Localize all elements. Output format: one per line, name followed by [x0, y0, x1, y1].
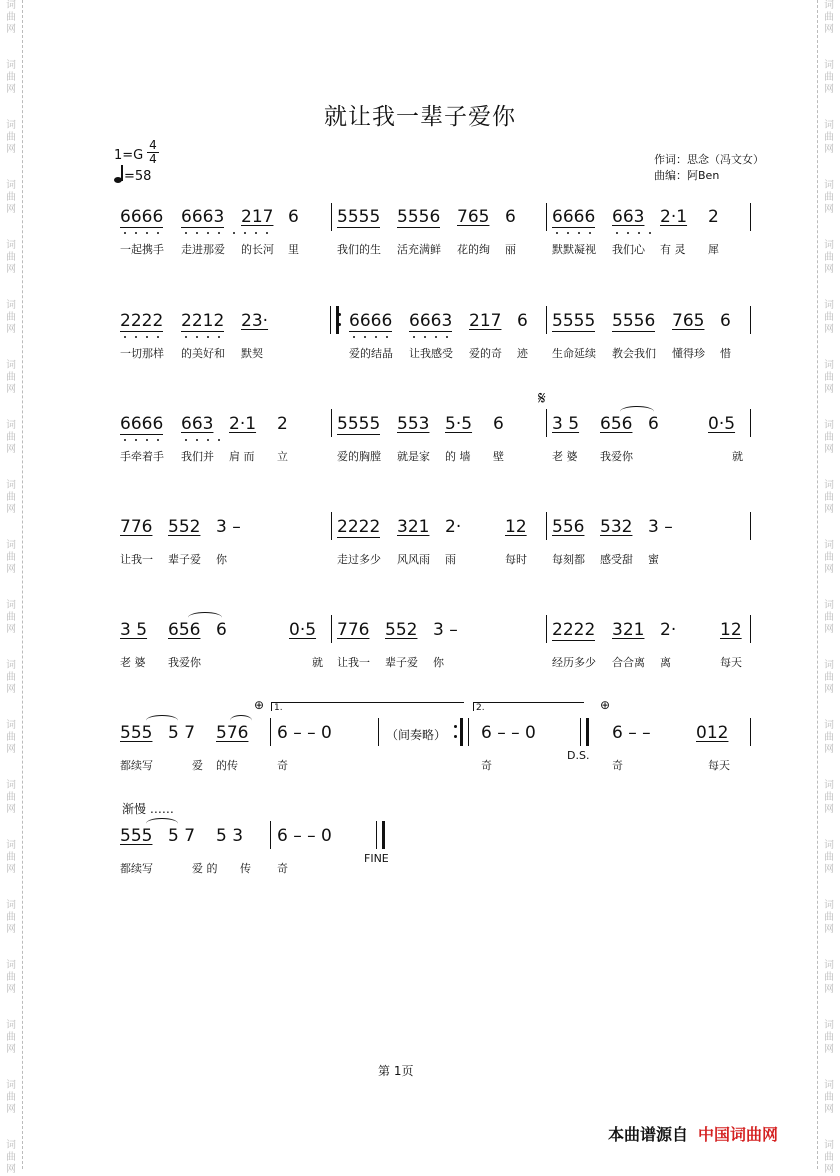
lyric: 每天	[708, 759, 730, 772]
note-group: 2222	[337, 517, 381, 537]
lyric: 肩 而	[229, 450, 255, 463]
note-group: 217	[469, 311, 502, 331]
low-octave-dot	[413, 336, 415, 338]
lyric: 让我一	[120, 553, 153, 566]
tempo-marking	[114, 166, 151, 184]
lyric: 我爱你	[600, 450, 633, 463]
watermark-text: 词 曲 网	[6, 1080, 16, 1115]
note-group: 765	[672, 311, 705, 331]
lyric: 我们的生	[337, 243, 381, 256]
watermark-text: 词 曲 网	[6, 960, 16, 995]
volta-2	[473, 702, 584, 711]
low-octave-dot	[196, 232, 198, 234]
note-group: 656	[168, 620, 201, 640]
low-octave-dot	[446, 336, 448, 338]
song-title: 就让我一辈子爱你	[324, 104, 516, 130]
lyric: 雨	[445, 553, 456, 566]
note-group: 5555	[337, 414, 381, 434]
note-group: 6666	[120, 207, 164, 227]
volta-1	[271, 702, 464, 711]
low-octave-dot	[578, 232, 580, 234]
lyric: 的长河	[241, 243, 274, 256]
watermark-text: 词 曲 网	[6, 780, 16, 815]
lyric: 合合离	[612, 656, 645, 669]
lyric: 惜	[720, 347, 731, 360]
low-octave-dot	[124, 336, 126, 338]
low-octave-dot	[638, 232, 640, 234]
note-group: 6666	[349, 311, 393, 331]
barline	[750, 615, 751, 643]
slur	[230, 715, 252, 726]
lyric: 迹	[517, 347, 528, 360]
watermark-text: 词 曲 网	[6, 480, 16, 515]
note-group: 321	[612, 620, 645, 640]
lyric: 奇	[277, 759, 288, 772]
low-octave-dot	[255, 232, 257, 234]
coda-icon: ⊕	[600, 698, 611, 712]
note-group: 23·	[241, 311, 269, 331]
page-number: 第 1页	[378, 1064, 414, 1078]
lyric: 让我感受	[409, 347, 453, 360]
note-group: 6	[505, 207, 516, 227]
lyric: 默默凝视	[552, 243, 596, 256]
note-group: 765	[457, 207, 490, 227]
segno-icon: 𝄋	[538, 388, 546, 409]
note-group: 2	[708, 207, 719, 227]
watermark-text: 词 曲 网	[6, 60, 16, 95]
watermark-text: 词 曲 网	[824, 600, 834, 635]
source-brand: 中国词曲网	[698, 1125, 779, 1144]
low-octave-dot	[627, 232, 629, 234]
barline	[331, 409, 332, 437]
lyric: 奇	[277, 862, 288, 875]
lyric: 感受甜	[600, 553, 633, 566]
lyric: 手牵着手	[120, 450, 164, 463]
low-octave-dot	[207, 336, 209, 338]
note-group: 6666	[552, 207, 596, 227]
lyric: 默契	[241, 347, 263, 360]
barline	[546, 615, 547, 643]
note-group: 6	[720, 311, 731, 331]
low-octave-dot	[207, 439, 209, 441]
note-group: 5 3	[216, 826, 244, 846]
lyric: 花的绚	[457, 243, 490, 256]
lyric: 离	[660, 656, 671, 669]
lyric: 的 墙	[445, 450, 471, 463]
note-group: 6	[288, 207, 299, 227]
lyric: 走过多少	[337, 553, 381, 566]
lyric: 犀	[708, 243, 719, 256]
note-group: 321	[397, 517, 430, 537]
lyric: 就	[312, 656, 323, 669]
lyric: 有 灵	[660, 243, 686, 256]
watermark-text: 词 曲 网	[824, 240, 834, 275]
repeat-end-barline	[460, 718, 469, 746]
repeat-dot	[454, 735, 457, 738]
note-group: 6	[493, 414, 504, 434]
lyric: 辈子爱	[168, 553, 201, 566]
note-group: 2·	[445, 517, 462, 537]
lyric: 就	[732, 450, 743, 463]
barline	[331, 615, 332, 643]
note-group: 5556	[397, 207, 441, 227]
lyric: 教会我们	[612, 347, 656, 360]
note-group: 6	[517, 311, 528, 331]
ds-marking: D.S.	[567, 749, 590, 762]
coda-icon: ⊕	[254, 698, 265, 712]
watermark-text: 词 曲 网	[6, 1140, 16, 1175]
barline	[546, 409, 547, 437]
watermark-text: 词 曲 网	[6, 0, 16, 35]
note-group: 2222	[120, 311, 164, 331]
lyric: 爱的结晶	[349, 347, 393, 360]
note-group: 6	[648, 414, 659, 434]
note-group: 6 – – 0	[277, 723, 332, 743]
lyric: 风风雨	[397, 553, 430, 566]
lyric: 的传	[216, 759, 238, 772]
low-octave-dot	[185, 439, 187, 441]
note-group: 576	[216, 723, 249, 743]
barline	[546, 203, 547, 231]
watermark-text: 词 曲 网	[824, 840, 834, 875]
low-octave-dot	[157, 232, 159, 234]
lyricist: 作词：思念（冯文女）	[654, 153, 764, 166]
watermark-text: 词 曲 网	[824, 300, 834, 335]
note-group: 012	[696, 723, 729, 743]
lyric: 老 婆	[552, 450, 578, 463]
lyric: 的美好和	[181, 347, 225, 360]
barline	[546, 512, 547, 540]
note-group: 2·1	[660, 207, 688, 227]
note-group: 5 7	[168, 723, 196, 743]
barline	[750, 203, 751, 231]
repeat-start-barline	[330, 306, 339, 334]
repeat-dot	[454, 725, 457, 728]
lyric: 每刻都	[552, 553, 585, 566]
lyric: 我们并	[181, 450, 214, 463]
note-group: 6663	[409, 311, 453, 331]
time-signature	[147, 139, 159, 166]
note-group: 3 –	[216, 517, 241, 537]
low-octave-dot	[146, 232, 148, 234]
low-octave-dot	[589, 232, 591, 234]
watermark-text: 词 曲 网	[6, 240, 16, 275]
lyric: 你	[433, 656, 444, 669]
low-octave-dot	[353, 336, 355, 338]
interlude-label: （间奏略）	[386, 728, 447, 742]
note-group: 663	[181, 414, 214, 434]
fine-marking: FINE	[364, 852, 389, 865]
watermark-text: 词 曲 网	[824, 720, 834, 755]
low-octave-dot	[185, 336, 187, 338]
note-group: 532	[600, 517, 633, 537]
lyric: 懂得珍	[672, 347, 705, 360]
watermark-text: 词 曲 网	[6, 900, 16, 935]
low-octave-dot	[266, 232, 268, 234]
watermark-text: 词 曲 网	[6, 660, 16, 695]
low-octave-dot	[218, 336, 220, 338]
source-text: 本曲谱源自	[608, 1125, 689, 1144]
note-group: 5 7	[168, 826, 196, 846]
volta-1-label: 1.	[274, 703, 283, 713]
lyric: 每时	[505, 553, 527, 566]
low-octave-dot	[157, 336, 159, 338]
repeat-dot	[338, 323, 341, 326]
low-octave-dot	[233, 232, 235, 234]
note-group: 2·1	[229, 414, 257, 434]
tempo-value: =58	[124, 169, 152, 184]
barline	[750, 409, 751, 437]
time-numerator: 4	[149, 138, 157, 152]
lyric: 一起携手	[120, 243, 164, 256]
lyric: 就是家	[397, 450, 430, 463]
low-octave-dot	[435, 336, 437, 338]
key-signature: 1=G	[114, 148, 144, 163]
watermark-text: 词 曲 网	[6, 840, 16, 875]
lyric: 经历多少	[552, 656, 596, 669]
lyric: 传	[240, 862, 251, 875]
lyric: 老 婆	[120, 656, 146, 669]
lyric: 一切那样	[120, 347, 164, 360]
note-group: 2·	[660, 620, 677, 640]
note-group: 0·5	[708, 414, 736, 434]
lyric: 我爱你	[168, 656, 201, 669]
note-group: 217	[241, 207, 274, 227]
lyric: 活充满鲜	[397, 243, 441, 256]
quarter-note-icon	[114, 166, 124, 184]
volta-2-label: 2.	[476, 703, 485, 713]
low-octave-dot	[364, 336, 366, 338]
low-octave-dot	[218, 232, 220, 234]
watermark-text: 词 曲 网	[6, 420, 16, 455]
lyric: 奇	[612, 759, 623, 772]
lyric: 爱 的	[192, 862, 218, 875]
watermark-text: 词 曲 网	[824, 540, 834, 575]
barline	[750, 512, 751, 540]
watermark-text: 词 曲 网	[6, 540, 16, 575]
lyric: 里	[288, 243, 299, 256]
note-group: 0·5	[289, 620, 317, 640]
note-group: 12	[720, 620, 742, 640]
note-group: 552	[168, 517, 201, 537]
watermark-text: 词 曲 网	[824, 480, 834, 515]
lyric: 爱的奇	[469, 347, 502, 360]
low-octave-dot	[146, 336, 148, 338]
note-group: 656	[600, 414, 633, 434]
lyric: 生命延续	[552, 347, 596, 360]
note-group: 5555	[552, 311, 596, 331]
note-group: 3 –	[648, 517, 673, 537]
low-octave-dot	[135, 439, 137, 441]
lyric: 立	[277, 450, 288, 463]
watermark-text: 词 曲 网	[824, 660, 834, 695]
lyric: 辈子爱	[385, 656, 418, 669]
low-octave-dot	[157, 439, 159, 441]
note-group: 6	[216, 620, 227, 640]
watermark-text: 词 曲 网	[6, 600, 16, 635]
note-group: 5556	[612, 311, 656, 331]
watermark-text: 词 曲 网	[6, 120, 16, 155]
watermark-text: 词 曲 网	[824, 420, 834, 455]
barline	[270, 718, 271, 746]
barline	[270, 821, 271, 849]
note-group: 553	[397, 414, 430, 434]
note-group: 12	[505, 517, 527, 537]
watermark-text: 词 曲 网	[824, 1080, 834, 1115]
low-octave-dot	[616, 232, 618, 234]
final-barline	[376, 821, 385, 849]
note-group: 776	[120, 517, 153, 537]
lyric: 爱的胸膛	[337, 450, 381, 463]
low-octave-dot	[196, 336, 198, 338]
time-denominator: 4	[147, 152, 159, 166]
low-octave-dot	[146, 439, 148, 441]
note-group: 3 –	[433, 620, 458, 640]
dynamic-marking: 渐慢 ……	[122, 802, 174, 816]
low-octave-dot	[375, 336, 377, 338]
barline	[378, 718, 379, 746]
barline	[331, 512, 332, 540]
lyric: 你	[216, 553, 227, 566]
low-octave-dot	[185, 232, 187, 234]
lyric: 我们心	[612, 243, 645, 256]
credits	[654, 152, 764, 184]
note-group: 2	[277, 414, 288, 434]
low-octave-dot	[567, 232, 569, 234]
lyric: 丽	[505, 243, 516, 256]
note-group: 776	[337, 620, 370, 640]
note-group: 555	[120, 723, 153, 743]
watermark-text: 词 曲 网	[6, 720, 16, 755]
low-octave-dot	[196, 439, 198, 441]
low-octave-dot	[424, 336, 426, 338]
low-octave-dot	[649, 232, 651, 234]
watermark-text: 词 曲 网	[6, 1020, 16, 1055]
lyric: 奇	[481, 759, 492, 772]
double-barline	[580, 718, 589, 746]
barline	[750, 306, 751, 334]
low-octave-dot	[135, 232, 137, 234]
barline	[546, 306, 547, 334]
note-group: 6 – – 0	[481, 723, 536, 743]
note-group: 663	[612, 207, 645, 227]
note-group: 6663	[181, 207, 225, 227]
barline	[331, 203, 332, 231]
lyric: 每天	[720, 656, 742, 669]
note-group: 556	[552, 517, 585, 537]
lyric: 都续写	[120, 862, 153, 875]
lyric: 都续写	[120, 759, 153, 772]
watermark-text: 词 曲 网	[824, 0, 834, 35]
note-group: 552	[385, 620, 418, 640]
note-group: 6 – – 0	[277, 826, 332, 846]
note-group: 5·5	[445, 414, 473, 434]
lyric: 让我一	[337, 656, 370, 669]
repeat-dot	[338, 313, 341, 316]
arranger: 曲编：阿Ben	[654, 169, 720, 182]
low-octave-dot	[386, 336, 388, 338]
low-octave-dot	[124, 232, 126, 234]
low-octave-dot	[207, 232, 209, 234]
watermark-text: 词 曲 网	[824, 120, 834, 155]
note-group: 2222	[552, 620, 596, 640]
watermark-text: 词 曲 网	[6, 360, 16, 395]
watermark-text: 词 曲 网	[824, 960, 834, 995]
watermark-text: 词 曲 网	[824, 60, 834, 95]
watermark-text: 词 曲 网	[6, 300, 16, 335]
low-octave-dot	[556, 232, 558, 234]
low-octave-dot	[244, 232, 246, 234]
note-group: 2212	[181, 311, 225, 331]
note-group: 3 5	[552, 414, 580, 434]
watermark-text: 词 曲 网	[824, 180, 834, 215]
low-octave-dot	[124, 439, 126, 441]
low-octave-dot	[218, 439, 220, 441]
lyric: 走进那爱	[181, 243, 225, 256]
note-group: 3 5	[120, 620, 148, 640]
note-group: 555	[120, 826, 153, 846]
note-group: 5555	[337, 207, 381, 227]
watermark-text: 词 曲 网	[824, 1140, 834, 1175]
lyric: 爱	[192, 759, 203, 772]
source-credit	[608, 1122, 778, 1145]
note-group: 6666	[120, 414, 164, 434]
lyric: 蜜	[648, 553, 659, 566]
low-octave-dot	[135, 336, 137, 338]
watermark-text: 词 曲 网	[824, 900, 834, 935]
note-group: 6 – –	[612, 723, 651, 743]
watermark-text: 词 曲 网	[824, 360, 834, 395]
lyric: 壁	[493, 450, 504, 463]
watermark-text: 词 曲 网	[824, 1020, 834, 1055]
watermark-text: 词 曲 网	[824, 780, 834, 815]
watermark-text: 词 曲 网	[6, 180, 16, 215]
barline	[750, 718, 751, 746]
